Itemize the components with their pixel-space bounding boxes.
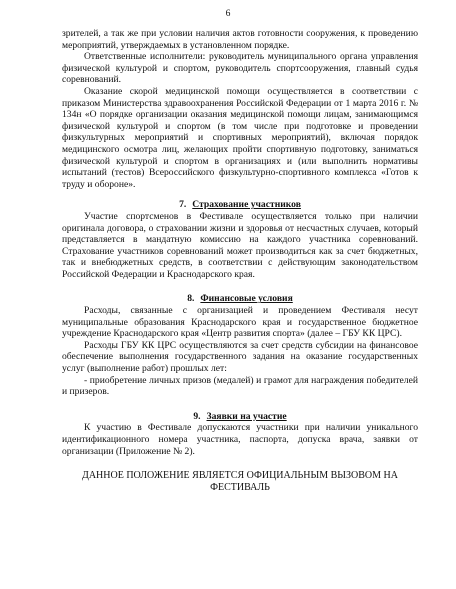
official-notice: ДАННОЕ ПОЛОЖЕНИЕ ЯВЛЯЕТСЯ ОФИЦИАЛЬНЫМ ВЫЗОВОМ НА ФЕСТИВАЛЬ [82, 470, 398, 494]
paragraph-insurance: Участие спортсменов в Фестивале осуществляется только при наличии оригинала договора, о страховании жизни и здоровья от несчастных случаев, который представляется в мандатную комиссию на каждого участника соревнований. Страхование участников соревнований может производиться как за счет бюджетных, так и внебюджетных средств, в соответствии с действующим законодательством Российской Федерации и Краснодарского края. [62, 210, 418, 280]
paragraph-continuation: зрителей, а так же при условии наличия актов готовности сооружения, к проведению мероприятий, утверждаемых в установленном порядке. [62, 28, 418, 51]
page-number: 6 [225, 8, 231, 19]
paragraph-medical: Оказание скорой медицинской помощи осуществляется в соответствии с приказом Министерства здравоохранения Российской Федерации от 1 марта 2016 г. № 134н «О порядке организации оказания медицинской помощи лицам, занимающимся физической культурой и спортом (в том числе при подготовке и проведении физкультурных мероприятий и спортивных мероприятий), включая порядок медицинского осмотра лиц, желающих пройти спортивную подготовку, заниматься физической культурой и спортом в организациях и (или выполнить нормативы испытаний (тестов) Всероссийского физкультурно-спортивного комплекса «Готов к труду и обороне». [62, 85, 418, 190]
section-number: 8. [187, 293, 195, 305]
section-title: Финансовые условия [200, 293, 293, 305]
paragraph-applications: К участию в Фестивале допускаются участники при наличии уникального идентификационного номера участника, паспорта, допуска врача, заявки от организации (Приложение № 2). [62, 422, 418, 457]
section-title: Страхование участников [192, 199, 301, 211]
section-number: 7. [179, 199, 187, 211]
paragraph-finance-2: Расходы ГБУ КК ЦРС осуществляются за счет средств субсидии на финансовое обеспечение выполнения государственного задания на оказание государственных услуг (выполнение работ) прошлых лет: [62, 339, 418, 375]
section-heading-applications [62, 411, 418, 423]
paragraph-responsible: Ответственные исполнители: руководитель муниципального органа управления физической культурой и спортом, руководитель спортсооружения, главный судья соревнований. [62, 51, 418, 86]
paragraph-finance-3: - приобретение личных призов (медалей) и грамот для награждения победителей и призеров. [62, 374, 418, 398]
document-body [62, 28, 418, 494]
section-title: Заявки на участие [206, 410, 287, 422]
section-number: 9. [193, 410, 201, 422]
paragraph-finance-1: Расходы, связанные с организацией и проведением Фестиваля несут муниципальные образования Краснодарского края и государственное бюджетное учреждение Краснодарского края «Центр развития спорта» (далее – ГБУ КК ЦРС). [62, 305, 418, 340]
section-heading-insurance [62, 199, 418, 211]
section-heading-finance [62, 293, 418, 305]
